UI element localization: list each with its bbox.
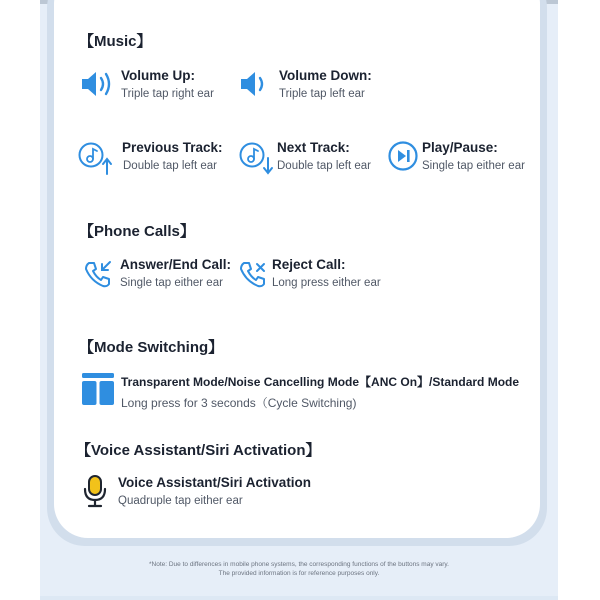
play-pause-icon [387,140,419,172]
phone-reject-icon [238,259,270,289]
speaker-volume-down-icon [239,70,269,98]
voice-assistant-item [118,475,311,507]
voice-assistant-title: Voice Assistant/Siri Activation [118,475,312,490]
next-track-title: Next Track: [277,140,350,155]
mode-switch-title: Transparent Mode/Noise Cancelling Mode【ANC On】/Standard Mode [121,375,520,389]
section-title-music: 【Music】 [79,33,152,50]
section-title-voice-assistant: 【Voice Assistant/Siri Activation】 [76,442,321,459]
mode-switch-icon [82,373,116,405]
previous-track-desc: Double tap left ear [123,160,217,172]
disclaimer-note-line2: The provided information is for reference purposes only. [218,570,380,577]
answer-end-call-title: Answer/End Call: [120,257,232,272]
previous-track-icon [77,140,115,176]
previous-track-item [122,140,223,172]
microphone-icon [82,474,108,508]
volume-up-desc: Triple tap right ear [121,88,214,100]
volume-down-title: Volume Down: [279,68,372,83]
answer-end-call-desc: Single tap either ear [120,277,223,289]
play-pause-title: Play/Pause: [422,140,498,155]
play-pause-item [422,140,525,172]
mode-switch-desc: Long press for 3 seconds（Cycle Switching) [121,396,357,410]
section-title-phone-calls: 【Phone Calls】 [79,223,195,240]
play-pause-desc: Single tap either ear [422,160,525,172]
volume-up-item [121,68,214,100]
answer-end-call-item [120,257,231,289]
bottom-strip [40,596,558,600]
next-track-item [277,140,371,172]
volume-down-desc: Triple tap left ear [279,88,365,100]
next-track-desc: Double tap left ear [277,160,371,172]
mode-switch-item [121,373,519,411]
reject-call-item [272,257,381,289]
previous-track-title: Previous Track: [122,140,223,155]
volume-up-title: Volume Up: [121,68,195,83]
volume-down-item [279,68,372,100]
phone-answer-icon [83,259,115,289]
section-title-mode-switching: 【Mode Switching】 [79,339,224,356]
next-track-icon [238,140,276,176]
disclaimer-note-line1: *Note: Due to differences in mobile phone systems, the corresponding functions of the buttons may vary. [148,561,449,568]
speaker-volume-up-icon [80,70,114,98]
voice-assistant-desc: Quadruple tap either ear [118,495,243,507]
reject-call-title: Reject Call: [272,257,346,272]
reject-call-desc: Long press either ear [272,277,381,289]
